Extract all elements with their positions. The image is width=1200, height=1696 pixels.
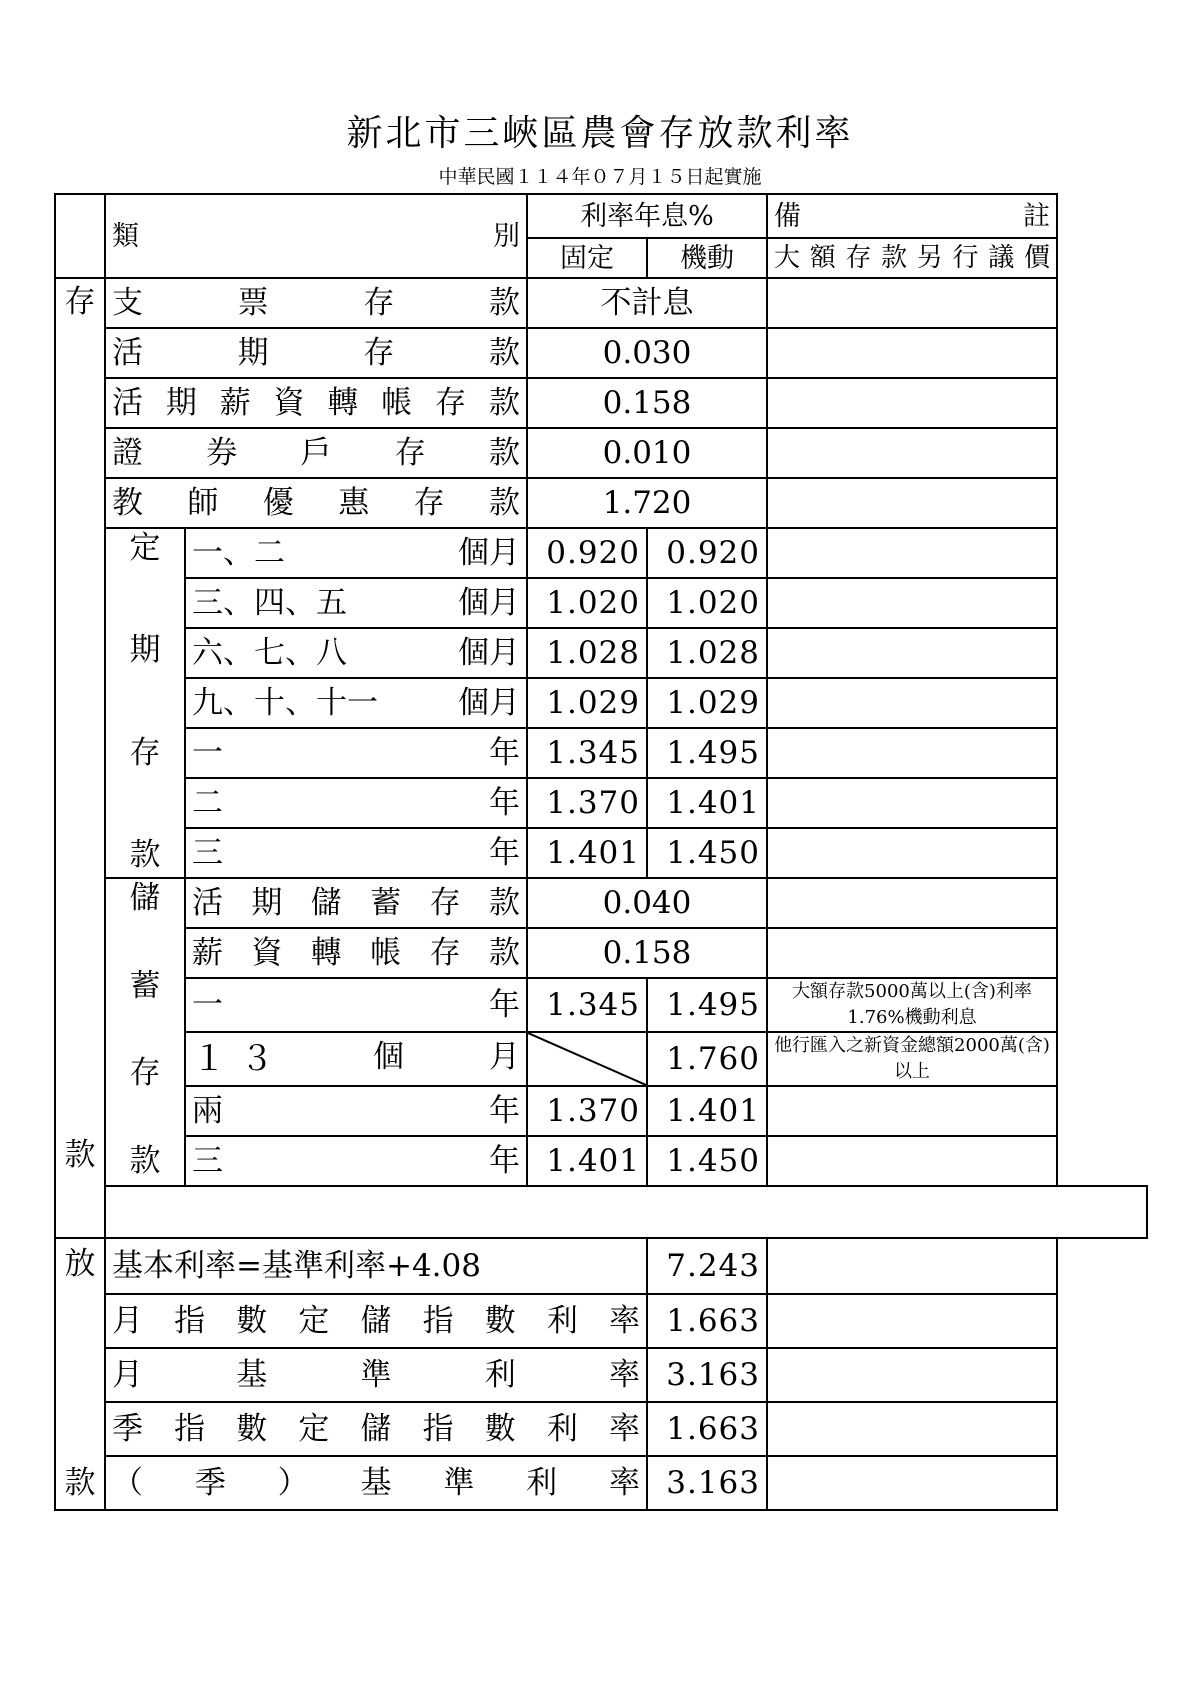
term-label: 三、四、五 個月 xyxy=(185,578,527,628)
fixed-rate: 1.370 xyxy=(527,1086,647,1136)
fixed-rate: 1.345 xyxy=(527,978,647,1032)
remark-subheader: 大額存款另行議價 xyxy=(767,238,1057,278)
loan-side-label: 放 款 xyxy=(55,1238,105,1510)
term-label: 兩 年 xyxy=(185,1086,527,1136)
savings-rate: 0.158 xyxy=(527,928,767,978)
loan-rate: 3.163 xyxy=(647,1348,767,1402)
fixed-header: 固定 xyxy=(527,238,647,278)
remark-cell xyxy=(767,1348,1057,1402)
floating-rate: 1.020 xyxy=(647,578,767,628)
term-label: 六、七、八 個月 xyxy=(185,628,527,678)
deposit-rate: 1.720 xyxy=(527,478,767,528)
category-header: 類 別 xyxy=(105,194,527,278)
remark-cell xyxy=(767,1136,1057,1186)
remark-cell xyxy=(767,278,1057,328)
large-deposit-note: 大額存款5000萬以上(含)利率1.76%機動利息 xyxy=(767,978,1057,1032)
deposit-label: 教師優惠存款 xyxy=(105,478,527,528)
savings-label: 活期儲蓄存款 xyxy=(185,878,527,928)
loan-label: 基本利率=基準利率+4.08 xyxy=(105,1238,647,1294)
time-deposit-side-label: 定 期 存 款 xyxy=(105,528,185,878)
rate-group-header: 利率年息% xyxy=(527,194,767,238)
loan-rate: 7.243 xyxy=(647,1238,767,1294)
term-label: 三 年 xyxy=(185,1136,527,1186)
fixed-rate: 1.401 xyxy=(527,1136,647,1186)
deposit-label: 活期存款 xyxy=(105,328,527,378)
remark-cell xyxy=(767,528,1057,578)
remark-cell xyxy=(767,1294,1057,1348)
deposit-label: 證券戶存款 xyxy=(105,428,527,478)
page-title: 新北市三峽區農會存放款利率 xyxy=(346,113,854,154)
deposit-label: 支票存款 xyxy=(105,278,527,328)
new-funds-note: 他行匯入之新資金總額2000萬(含)以上 xyxy=(767,1032,1057,1086)
remark-cell xyxy=(767,378,1057,428)
term-label: 二 年 xyxy=(185,778,527,828)
deposit-rate: 0.010 xyxy=(527,428,767,478)
floating-rate: 1.495 xyxy=(647,978,767,1032)
remark-cell xyxy=(767,878,1057,928)
floating-rate: 1.450 xyxy=(647,1136,767,1186)
fixed-rate: 1.401 xyxy=(527,828,647,878)
deposit-side-label: 存 款 xyxy=(55,278,105,1238)
effective-date: 中華民國１１４年０７月１５日起實施 xyxy=(438,166,762,188)
corner-cell xyxy=(55,194,105,278)
fixed-rate: 0.920 xyxy=(527,528,647,578)
loan-rate: 3.163 xyxy=(647,1456,767,1510)
floating-header: 機動 xyxy=(647,238,767,278)
remark-cell xyxy=(767,778,1057,828)
floating-rate: 1.401 xyxy=(647,778,767,828)
fixed-rate: 1.345 xyxy=(527,728,647,778)
remark-cell xyxy=(767,1086,1057,1136)
remark-cell xyxy=(767,328,1057,378)
loan-label: 季指數定儲指數利率 xyxy=(105,1402,647,1456)
remark-cell xyxy=(767,428,1057,478)
fixed-rate-na xyxy=(527,1032,647,1086)
remark-cell xyxy=(767,478,1057,528)
remark-cell xyxy=(767,628,1057,678)
deposit-label: 活期薪資轉帳存款 xyxy=(105,378,527,428)
term-label: 一、二 個月 xyxy=(185,528,527,578)
term-label: 九、十、十一 個月 xyxy=(185,678,527,728)
term-label: 一 年 xyxy=(185,978,527,1032)
remark-cell xyxy=(767,1456,1057,1510)
deposit-rate: 0.030 xyxy=(527,328,767,378)
remark-cell xyxy=(767,1402,1057,1456)
fixed-rate: 1.028 xyxy=(527,628,647,678)
floating-rate: 1.401 xyxy=(647,1086,767,1136)
remark-cell xyxy=(767,928,1057,978)
term-label: 一 年 xyxy=(185,728,527,778)
floating-rate: 1.029 xyxy=(647,678,767,728)
deposit-rate: 0.158 xyxy=(527,378,767,428)
term-label: 三 年 xyxy=(185,828,527,878)
fixed-rate: 1.370 xyxy=(527,778,647,828)
savings-label: 薪資轉帳存款 xyxy=(185,928,527,978)
term-label: １３ 個 月 xyxy=(185,1032,527,1086)
floating-rate: 1.495 xyxy=(647,728,767,778)
remark-cell xyxy=(767,728,1057,778)
savings-side-label: 儲 蓄 存 款 xyxy=(105,878,185,1186)
loan-label: 月基準利率 xyxy=(105,1348,647,1402)
floating-rate: 0.920 xyxy=(647,528,767,578)
remark-cell xyxy=(767,678,1057,728)
remark-cell xyxy=(767,1238,1057,1294)
spacer-row xyxy=(105,1186,1147,1238)
rate-table xyxy=(54,193,1148,1511)
loan-rate: 1.663 xyxy=(647,1402,767,1456)
floating-rate: 1.028 xyxy=(647,628,767,678)
remark-cell xyxy=(767,578,1057,628)
floating-rate: 1.760 xyxy=(647,1032,767,1086)
loan-rate: 1.663 xyxy=(647,1294,767,1348)
loan-label: 月指數定儲指數利率 xyxy=(105,1294,647,1348)
remark-header: 備 註 xyxy=(767,194,1057,238)
floating-rate: 1.450 xyxy=(647,828,767,878)
diagonal-slash-icon xyxy=(528,1033,646,1085)
loan-label: （季）基準利率 xyxy=(105,1456,647,1510)
deposit-rate: 不計息 xyxy=(527,278,767,328)
remark-cell xyxy=(767,828,1057,878)
fixed-rate: 1.020 xyxy=(527,578,647,628)
savings-rate: 0.040 xyxy=(527,878,767,928)
fixed-rate: 1.029 xyxy=(527,678,647,728)
